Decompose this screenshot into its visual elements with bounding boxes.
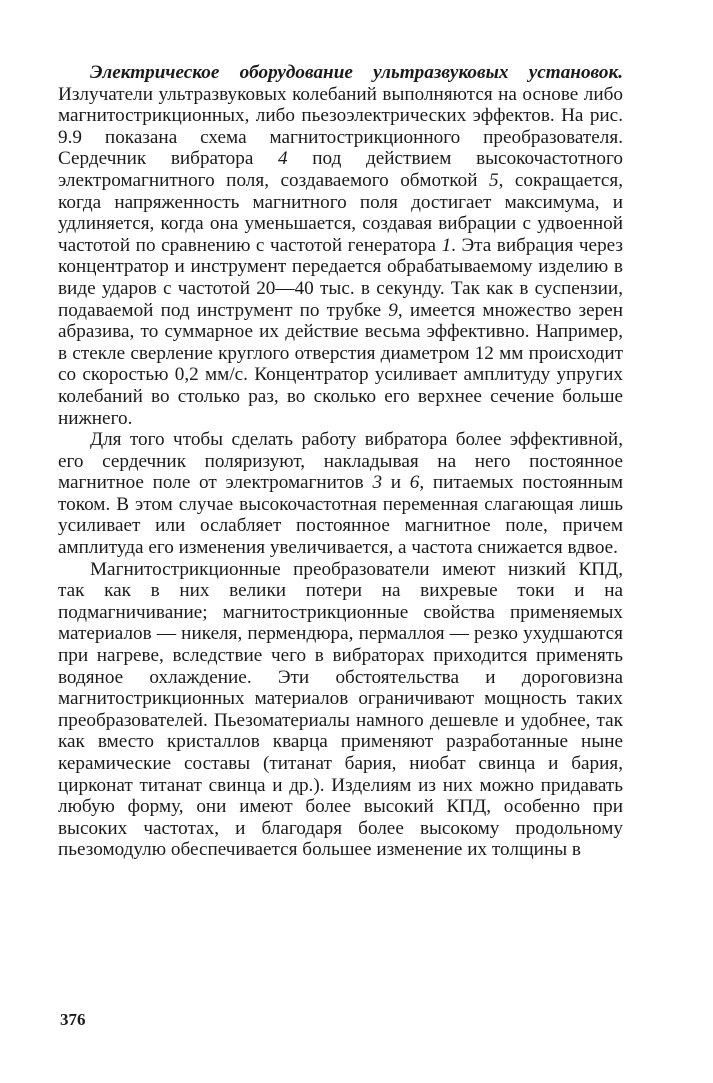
paragraph-text: под действием высокочастотного электромагнитного поля, создаваемого обмоткой (58, 148, 623, 191)
paragraph-text: Магнитострикционные преобразователи имеют низкий КПД, так как в них велики потери на вихревые токи и на подмагничивание; магнитострикционные свойства применяемых материалов — никеля, пермендюра, пермаллоя — резко ухудшаются при нагреве, вследствие чего в вибраторах приходится применять водяное охлаждение. Эти обстоятельства и дороговизна магнитострикционных материалов ограничивают мощность таких преобразователей. Пьезоматериалы намного дешевле и удобнее, так как вместо кристаллов кварца применяют разработанные ныне керамические составы (титанат бария, ниобат свинца и бария, цирконат титанат свинца и др.). Изделиям из них можно придавать любую форму, они имеют более высокий КПД, особенно при высоких частотах, и благодаря более высокому продольному пьезомодулю обеспечивается большее изменение их толщины в (58, 558, 623, 861)
paragraph-polarization (58, 429, 623, 559)
page-body (58, 62, 623, 861)
section-heading: Электрическое оборудование ультразвуковых установок. (90, 62, 623, 83)
page-number: 376 (60, 1010, 86, 1029)
figure-reference: 3 (372, 472, 383, 494)
paragraph-electrical-equipment (58, 62, 623, 429)
figure-reference: 5 (488, 169, 499, 191)
paragraph-text: Для того чтобы сделать работу вибратора более эффективной, его сердечник поляризуют, накладывая на него постоянное магнитное поле от электромагнитов (58, 429, 623, 494)
figure-reference: 1 (441, 234, 452, 256)
paragraph-text: , питаемых постоянным током. В этом случае высокочастотная переменная слагающая лишь усиливает или ослабляет постоянное магнитное поле, причем амплитуда его изменения увеличивается, а частота снижается вдвое. (58, 472, 623, 559)
paragraph-text: . Эта вибрация через концентратор и инструмент передается обрабатываемому изделию в виде ударов с частотой 20—40 тыс. в секунду. Так как в суспензии, подаваемой под инструмент по трубке (58, 234, 623, 321)
figure-reference: 9 (388, 299, 398, 321)
paragraph-text: и (382, 472, 410, 494)
paragraph-text: , сокращается, когда напряженность магнитного поля достигает максимума, и удлиняется, когда она уменьшается, создавая вибрации с удвоенной частотой по сравнению с частотой генератора (58, 169, 624, 256)
paragraph-text: Излучатели ультразвуковых колебаний выполняются на основе либо магнитострикционных, либо пьезоэлектрических эффектов. На рис. 9.9 показана схема магнитострикционного преобразователя. Сердечник вибратора (58, 83, 623, 170)
paragraph-text: , имеется множество зерен абразива, то суммарное их действие весьма эффективно. Например, в стекле сверление круглого отверстия диаметром 12 мм происходит со скоростью 0,2 мм/с. Концентратор усиливает амплитуду упругих колебаний во столько раз, во сколько его верхнее сечение больше нижнего. (58, 299, 623, 429)
figure-reference: 4 (278, 148, 288, 170)
paragraph-magnetostrictive-efficiency (58, 559, 623, 861)
figure-reference: 6 (409, 472, 420, 494)
